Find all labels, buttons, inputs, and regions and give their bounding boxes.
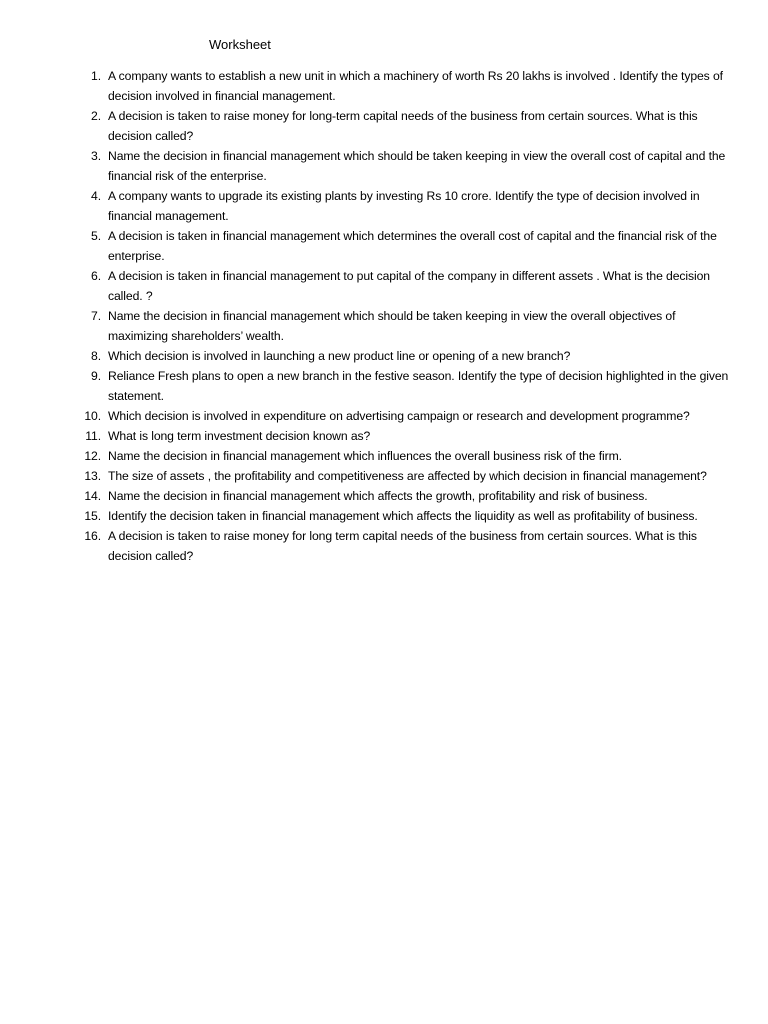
list-item: [75, 106, 730, 146]
question-list: [75, 66, 730, 566]
question-text: A decision is taken in financial management which determines the overall cost of capital and the financial risk of the enterprise.: [108, 229, 717, 263]
question-number: 8.: [91, 349, 101, 363]
question-text: A company wants to establish a new unit in which a machinery of worth Rs 20 lakhs is involved . Identify the types of decision involved in financial management.: [108, 69, 723, 103]
list-item: [75, 486, 730, 506]
question-text: A decision is taken to raise money for long-term capital needs of the business from certain sources. What is this decision called?: [108, 109, 698, 143]
question-number: 12.: [84, 449, 101, 463]
question-number: 6.: [91, 269, 101, 283]
list-item: [75, 506, 730, 526]
page-title: Worksheet: [209, 37, 271, 52]
question-text: A decision is taken in financial management to put capital of the company in different assets . What is the decision called. ?: [108, 269, 710, 303]
list-item: [75, 526, 730, 566]
list-item: [75, 226, 730, 266]
question-number: 7.: [91, 309, 101, 323]
question-text: A decision is taken to raise money for long term capital needs of the business from certain sources. What is this decision called?: [108, 529, 697, 563]
question-number: 10.: [84, 409, 101, 423]
question-text: Name the decision in financial management which should be taken keeping in view the overall objectives of maximizing shareholders’ wealth.: [108, 309, 676, 343]
question-number: 13.: [84, 469, 101, 483]
list-item: [75, 406, 730, 426]
question-number: 14.: [84, 489, 101, 503]
question-text: Identify the decision taken in financial management which affects the liquidity as well as profitability of business.: [108, 509, 698, 523]
question-number: 4.: [91, 189, 101, 203]
list-item: [75, 346, 730, 366]
question-number: 5.: [91, 229, 101, 243]
list-item: [75, 266, 730, 306]
question-text: What is long term investment decision known as?: [108, 429, 371, 443]
list-item: [75, 366, 730, 406]
question-text: The size of assets , the profitability and competitiveness are affected by which decision in financial management?: [108, 469, 707, 483]
list-item: [75, 146, 730, 186]
question-text: A company wants to upgrade its existing plants by investing Rs 10 crore. Identify the type of decision involved in financial management.: [108, 189, 700, 223]
list-item: [75, 466, 730, 486]
question-number: 1.: [91, 69, 101, 83]
list-item: [75, 306, 730, 346]
question-text: Name the decision in financial management which influences the overall business risk of the firm.: [108, 449, 622, 463]
question-number: 15.: [84, 509, 101, 523]
question-number: 3.: [91, 149, 101, 163]
question-text: Which decision is involved in launching a new product line or opening of a new branch?: [108, 349, 571, 363]
question-number: 11.: [85, 429, 101, 443]
question-number: 9.: [91, 369, 101, 383]
question-number: 2.: [91, 109, 101, 123]
question-number: 16.: [84, 529, 101, 543]
question-text: Name the decision in financial management which should be taken keeping in view the overall cost of capital and the financial risk of the enterprise.: [108, 149, 726, 183]
question-text: Name the decision in financial management which affects the growth, profitability and risk of business.: [108, 489, 648, 503]
list-item: [75, 66, 730, 106]
question-text: Which decision is involved in expenditure on advertising campaign or research and development programme?: [108, 409, 690, 423]
list-item: [75, 446, 730, 466]
list-item: [75, 426, 730, 446]
question-text: Reliance Fresh plans to open a new branch in the festive season. Identify the type of decision highlighted in the given statement.: [108, 369, 729, 403]
list-item: [75, 186, 730, 226]
